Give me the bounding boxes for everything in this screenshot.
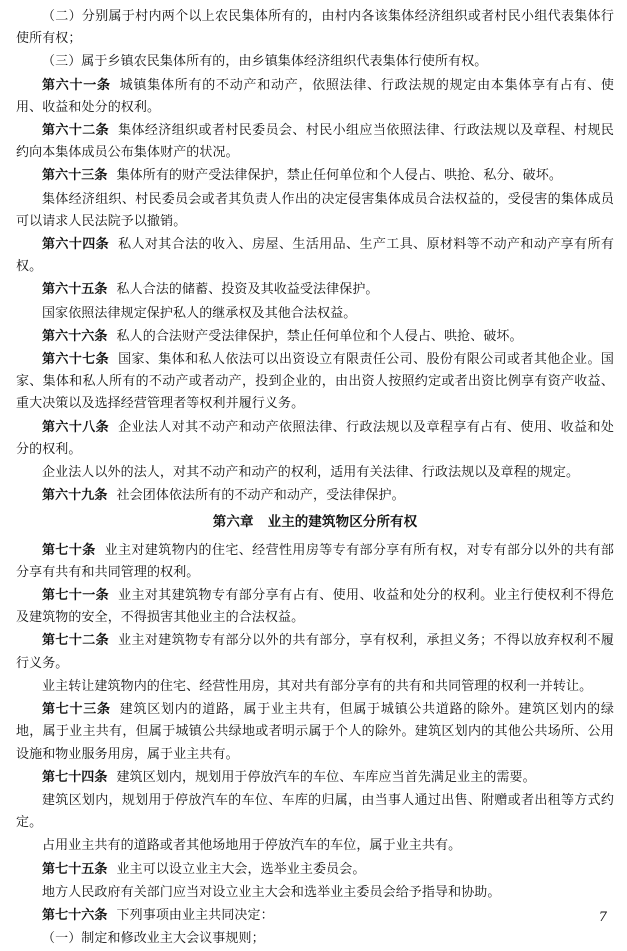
paragraph: [16, 51, 614, 73]
section-after: [16, 540, 614, 951]
chapter-heading: [16, 511, 614, 533]
paragraph: [16, 165, 614, 187]
paragraph: [16, 349, 614, 416]
article-number: 第七十二条: [42, 633, 110, 649]
paragraph-text: 业主对建筑物内的住宅、经营性用房等专有部分享有所有权，对专有部分以外的共有部分享有共有和共同管理的权利。: [16, 542, 614, 580]
article-number: 第六十四条: [42, 237, 110, 253]
paragraph: [16, 417, 614, 461]
paragraph-text: （三）属于乡镇农民集体所有的，由乡镇集体经济组织代表集体行使所有权。: [42, 54, 488, 70]
article-number: 第六十六条: [42, 328, 108, 344]
article-number: 第七十三条: [42, 702, 111, 718]
article-number: 第六十八条: [42, 419, 110, 435]
section-before: [16, 6, 614, 507]
article-number: 第六十七条: [42, 352, 110, 368]
paragraph-text: 集体经济组织或者村民委员会、村民小组应当依照法律、行政法规以及章程、村规民约向本集体成员公布集体财产的状况。: [16, 123, 614, 161]
paragraph: [16, 585, 614, 629]
paragraph-text: 下列事项由业主共同决定：: [116, 907, 274, 923]
paragraph: [16, 485, 614, 507]
paragraph-text: 私人的合法财产受法律保护，禁止任何单位和个人侵占、哄抢、破坏。: [116, 328, 523, 344]
paragraph: [16, 326, 614, 348]
paragraph-text: 业主对建筑物专有部分以外的共有部分，享有权利，承担义务；不得以放弃权利不履行义务。: [16, 633, 614, 671]
paragraph: [16, 279, 614, 301]
paragraph: [16, 835, 614, 857]
paragraph-text: 业主可以设立业主大会，选举业主委员会。: [116, 861, 366, 877]
paragraph-text: 业主对其建筑物专有部分享有占有、使用、收益和处分的权利。业主行使权利不得危及建筑物的安全，不得损害其他业主的合法权益。: [16, 588, 614, 626]
paragraph: [16, 790, 614, 834]
article-number: 第七十四条: [42, 769, 108, 785]
article-number: 第六十一条: [42, 77, 111, 93]
paragraph-text: （二）分别属于村内两个以上农民集体所有的，由村内各该集体经济组织或者村民小组代表集体行使所有权；: [16, 9, 614, 47]
paragraph-text: 企业法人对其不动产和动产依照法律、行政法规以及章程享有占有、使用、收益和处分的权利。: [16, 419, 614, 457]
body-text: [16, 6, 614, 951]
paragraph: [16, 303, 614, 325]
article-number: 第六十五条: [42, 282, 108, 298]
paragraph-text: 私人对其合法的收入、房屋、生活用品、生产工具、原材料等不动产和动产享有所有权。: [16, 237, 614, 275]
paragraph: [16, 462, 614, 484]
paragraph: [16, 882, 614, 904]
paragraph: [16, 234, 614, 278]
paragraph: [16, 120, 614, 164]
paragraph: [16, 905, 614, 927]
paragraph-text: 地方人民政府有关部门应当对设立业主大会和选举业主委员会给予指导和协助。: [42, 884, 501, 900]
paragraph-text: 社会团体依法所有的不动产和动产，受法律保护。: [116, 488, 405, 504]
paragraph-text: 国家依照法律规定保护私人的继承权及其他合法权益。: [42, 305, 357, 321]
paragraph-text: （一）制定和修改业主大会议事规则；: [42, 931, 265, 947]
article-number: 第六十三条: [42, 168, 108, 184]
paragraph-text: 城镇集体所有的不动产和动产，依照法律、行政法规的规定由本集体享有占有、使用、收益和处分的权利。: [16, 77, 614, 115]
paragraph: [16, 540, 614, 584]
paragraph-text: 企业法人以外的法人，对其不动产和动产的权利，适用有关法律、行政法规以及章程的规定。: [42, 465, 580, 481]
paragraph: [16, 928, 614, 950]
paragraph-text: 建筑区划内，规划用于停放汽车的车位、车库的归属，由当事人通过出售、附赠或者出租等方式约定。: [16, 792, 614, 831]
paragraph: [16, 630, 614, 674]
paragraph: [16, 767, 614, 789]
paragraph: [16, 6, 614, 50]
paragraph-text: 建筑区划内的道路，属于业主共有，但属于城镇公共道路的除外。建筑区划内的绿地，属于业主共有，但属于城镇公共绿地或者明示属于个人的除外。建筑区划内的其他公共场所、公用设施和物业服务用房，属于业主共有。: [16, 702, 614, 762]
paragraph-text: 私人合法的储蓄、投资及其收益受法律保护。: [116, 282, 379, 298]
paragraph-text: 业主转让建筑物内的住宅、经营性用房，其对共有部分享有的共有和共同管理的权利一并转让。: [42, 678, 593, 694]
chapter-title: 业主的建筑物区分所有权: [267, 514, 418, 531]
chapter-number: 第六章: [212, 514, 254, 531]
page-number: 7: [598, 910, 607, 925]
paragraph: [16, 75, 614, 119]
article-number: 第七十条: [42, 542, 96, 558]
paragraph-text: 占用业主共有的道路或者其他场地用于停放汽车的车位，属于业主共有。: [42, 838, 462, 854]
article-number: 第七十六条: [42, 907, 108, 923]
paragraph-text: 国家、集体和私人依法可以出资设立有限责任公司、股份有限公司或者其他企业。国家、集体和私人所有的不动产或者动产，投到企业的，由出资人按照约定或者出资比例享有资产收益、重大决策以及选择经营管理者等权利并履行义务。: [16, 352, 614, 412]
paragraph: [16, 859, 614, 881]
article-number: 第七十五条: [42, 861, 108, 877]
article-number: 第六十九条: [42, 488, 108, 504]
article-number: 第七十一条: [42, 588, 110, 604]
paragraph: [16, 189, 614, 233]
paragraph: [16, 699, 614, 766]
paragraph-text: 建筑区划内，规划用于停放汽车的车位、车库应当首先满足业主的需要。: [116, 769, 536, 785]
paragraph: [16, 676, 614, 698]
paragraph-text: 集体所有的财产受法律保护，禁止任何单位和个人侵占、哄抢、私分、破坏。: [116, 168, 562, 184]
paragraph-text: 集体经济组织、村民委员会或者其负责人作出的决定侵害集体成员合法权益的，受侵害的集体成员可以请求人民法院予以撤销。: [16, 191, 614, 229]
article-number: 第六十二条: [42, 123, 110, 139]
